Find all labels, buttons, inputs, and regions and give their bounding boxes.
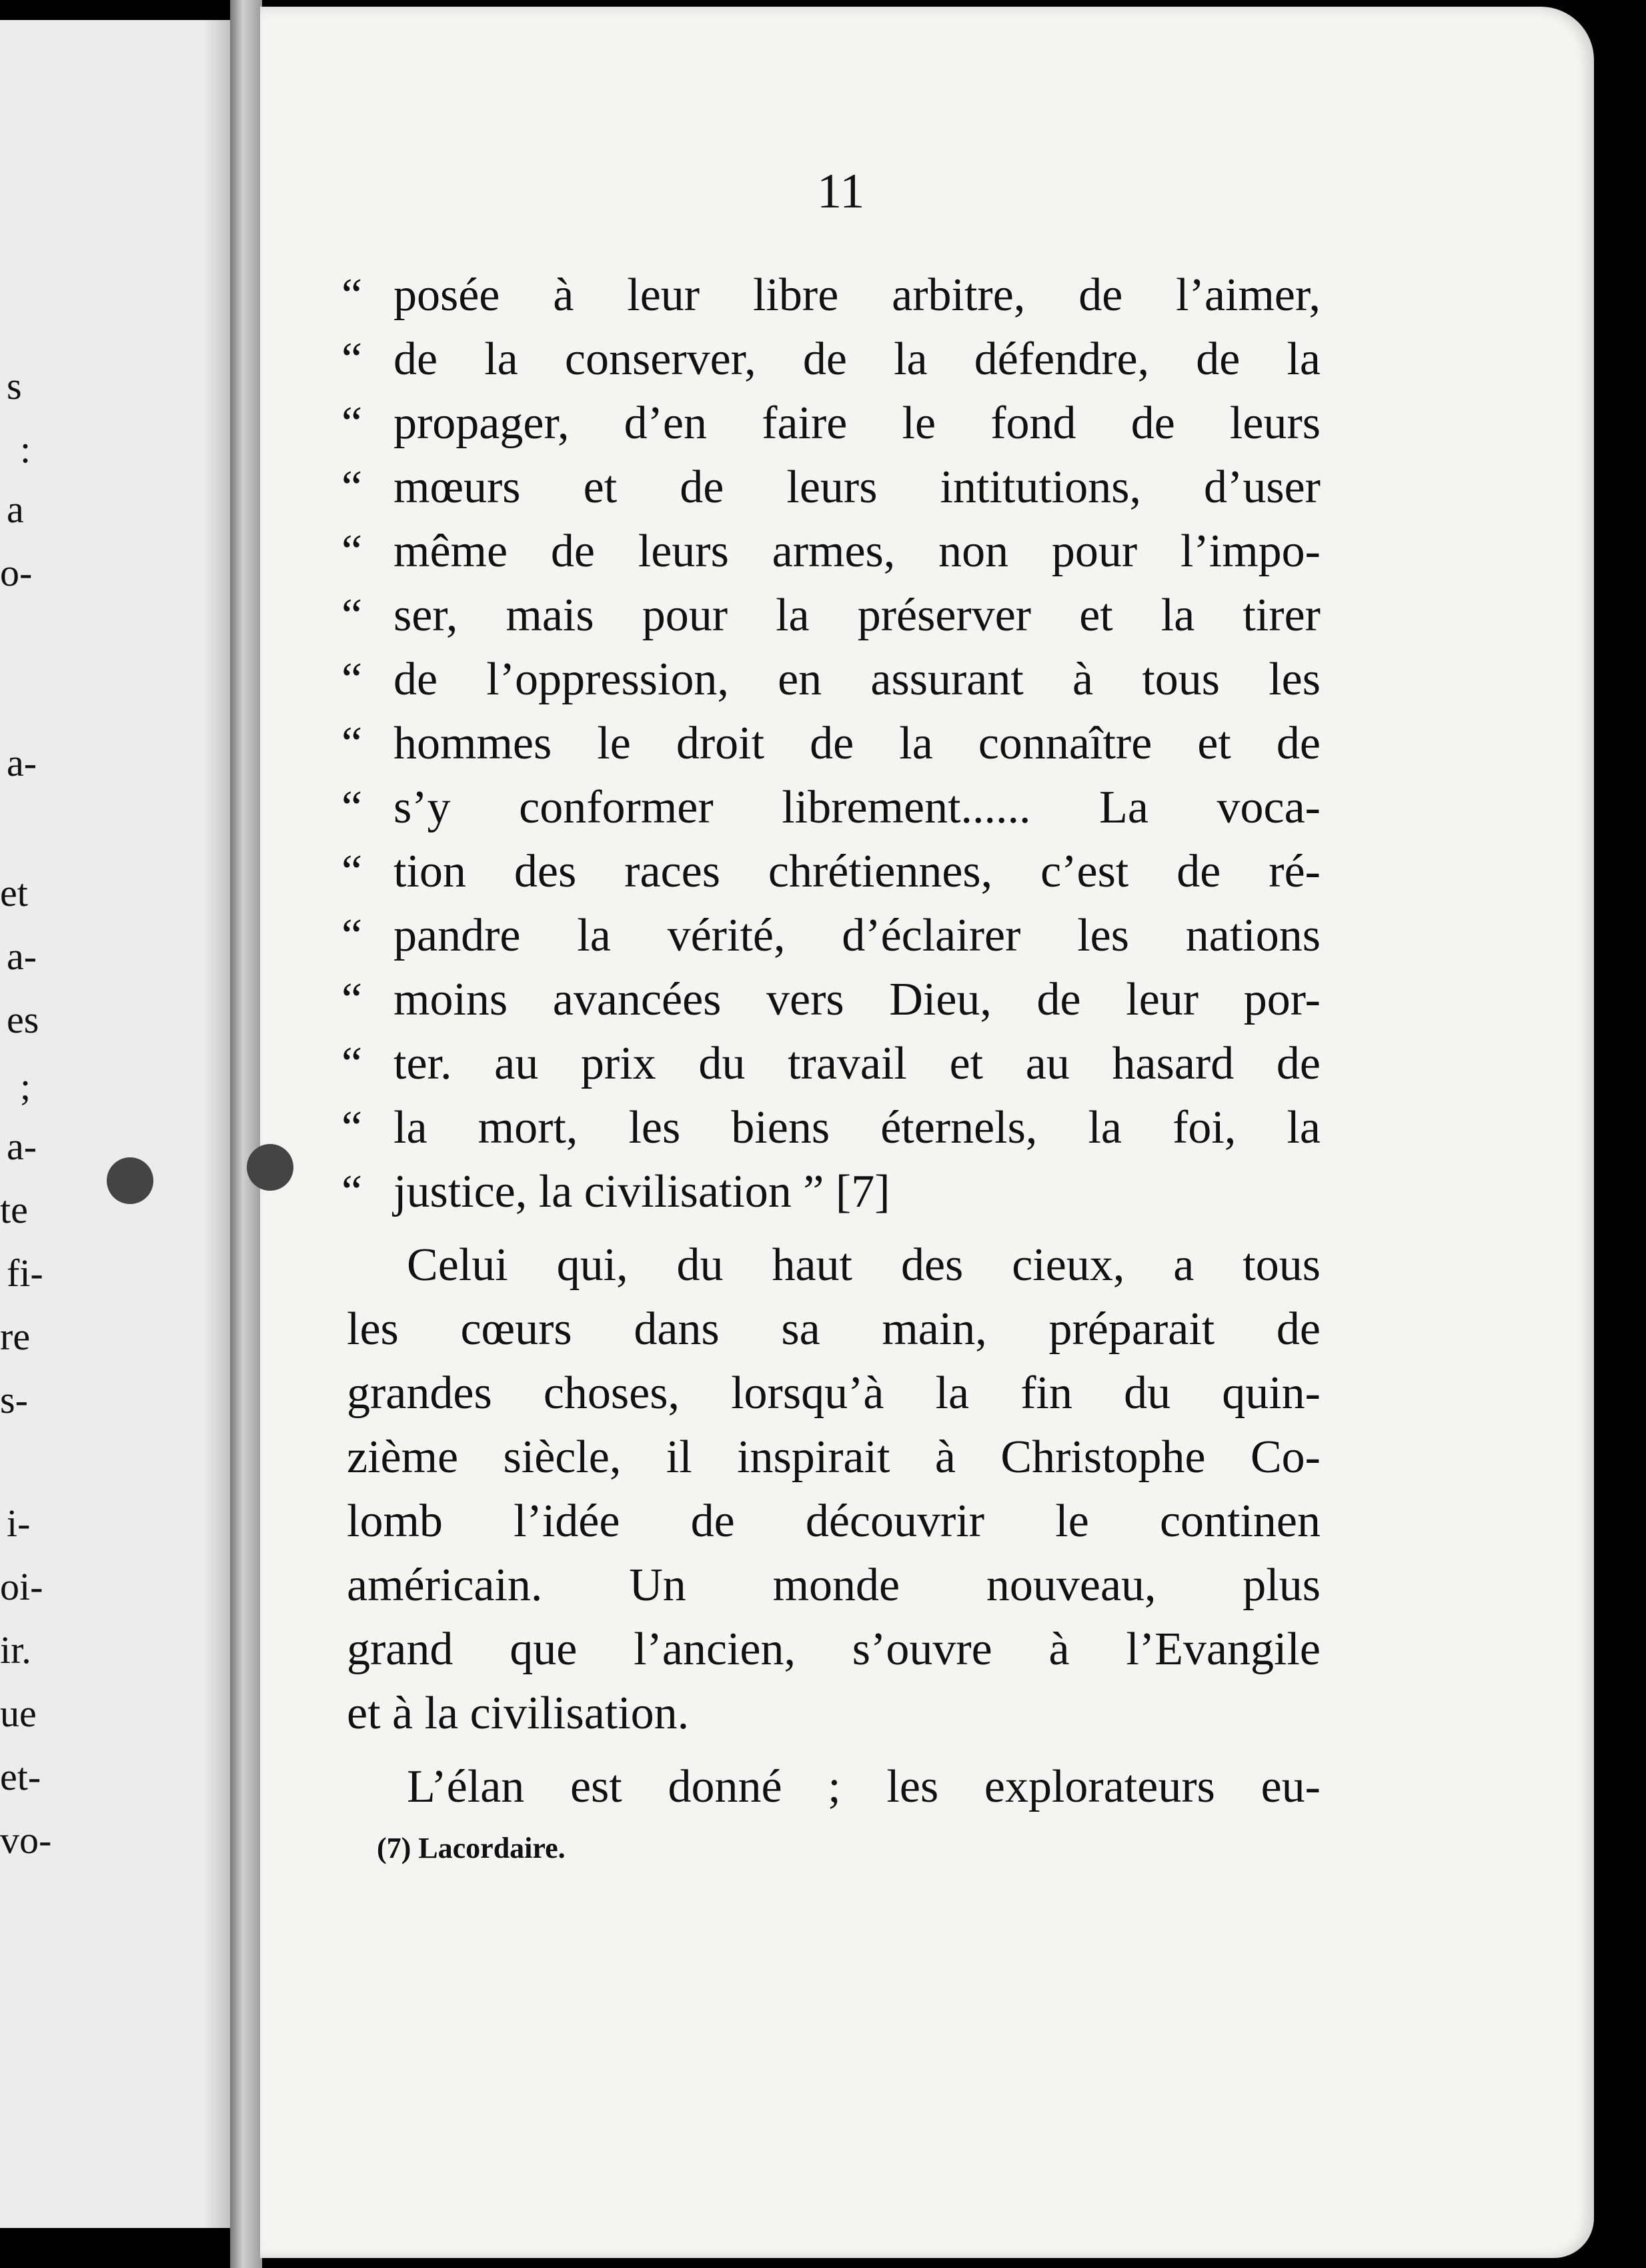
paragraph-line [347, 1618, 1321, 1682]
quote-text: ser, mais pour la préserver et la tirer [393, 590, 1321, 641]
ink-blot [107, 1157, 153, 1204]
quote-line [341, 648, 1321, 712]
quote-text: la mort, les biens éternels, la foi, la [393, 1102, 1321, 1153]
margin-fragment: a [7, 488, 24, 531]
margin-fragment: ; [20, 1065, 31, 1108]
quote-line [341, 904, 1321, 968]
margin-fragment: : [20, 428, 31, 471]
paragraph-text: grandes choses, lorsqu’à la fin du quin- [347, 1367, 1321, 1419]
quote-text: ter. au prix du travail et au hasard de [393, 1038, 1321, 1089]
margin-fragment: vo- [0, 1818, 52, 1862]
quote-line [341, 520, 1321, 584]
paragraph-text: les cœurs dans sa main, préparait de [347, 1303, 1321, 1355]
page-number: 11 [817, 164, 865, 219]
quote-mark: “ [341, 910, 363, 961]
paragraph-text: Celui qui, du haut des cieux, a tous [407, 1239, 1321, 1291]
paragraph [347, 1233, 1321, 1746]
quote-line [341, 1032, 1321, 1096]
quote-mark: “ [341, 846, 363, 897]
quote-line [341, 263, 1321, 328]
quote-text: de la conserver, de la défendre, de la [393, 334, 1321, 385]
paragraph-line [347, 1233, 1321, 1297]
quote-mark: “ [341, 334, 363, 385]
quote-text: posée à leur libre arbitre, de l’aimer, [393, 269, 1321, 321]
margin-fragment: et [0, 871, 28, 915]
margin-fragment: re [0, 1315, 31, 1358]
margin-fragment: a- [7, 741, 37, 784]
quote-line [341, 968, 1321, 1032]
paragraph-text: grand que l’ancien, s’ouvre à l’Evangile [347, 1624, 1321, 1675]
footnote: (7) Lacordaire. [377, 1832, 566, 1864]
quote-mark: “ [341, 718, 363, 769]
quote-text: mœurs et de leurs intitutions, d’user [393, 462, 1321, 513]
quote-text: hommes le droit de la connaître et de [393, 718, 1321, 769]
quote-text: moins avancées vers Dieu, de leur por- [393, 974, 1321, 1025]
margin-fragment: te [0, 1188, 28, 1231]
quote-mark: “ [341, 462, 363, 513]
quote-line [341, 712, 1321, 776]
quote-mark: “ [341, 654, 363, 705]
paragraph-text: zième siècle, il inspirait à Christophe Co- [347, 1432, 1321, 1483]
quote-line [341, 328, 1321, 392]
quote-mark: “ [341, 269, 363, 321]
margin-fragment: fi- [7, 1251, 43, 1295]
paragraph [347, 1755, 1321, 1819]
quote-line [341, 584, 1321, 648]
paragraph-line [347, 1682, 1321, 1746]
quote-text: pandre la vérité, d’éclairer les nations [393, 910, 1321, 961]
quote-text: même de leurs armes, non pour l’impo- [393, 526, 1321, 577]
quote-mark: “ [341, 974, 363, 1025]
quote-mark: “ [341, 590, 363, 641]
margin-fragment: es [7, 998, 39, 1041]
paragraph-line [347, 1297, 1321, 1361]
page-body [341, 263, 1321, 1819]
quote-mark: “ [341, 1102, 363, 1153]
quote-text: s’y conformer librement...... La voca- [393, 782, 1321, 833]
paragraph-line [347, 1490, 1321, 1554]
margin-fragment: o- [0, 551, 33, 594]
quote-mark: “ [341, 782, 363, 833]
book-gutter [230, 0, 262, 2268]
quote-line [341, 392, 1321, 456]
margin-fragment: ir. [0, 1628, 31, 1672]
quotation-block [341, 263, 1321, 1224]
paragraph-text: et à la civilisation. [347, 1688, 690, 1739]
paragraph-text: américain. Un monde nouveau, plus [347, 1560, 1321, 1611]
quote-text: propager, d’en faire le fond de leurs [393, 398, 1321, 449]
quote-mark: “ [341, 526, 363, 577]
ink-blot [247, 1144, 293, 1191]
facing-page-edge [0, 20, 234, 2228]
margin-fragment: oi- [0, 1565, 43, 1608]
paragraph-line [347, 1554, 1321, 1618]
margin-fragment: i- [7, 1502, 31, 1545]
paragraph-line [347, 1755, 1321, 1819]
paragraph-line [347, 1426, 1321, 1490]
quote-text: de l’oppression, en assurant à tous les [393, 654, 1321, 705]
quote-line [341, 840, 1321, 904]
margin-fragment: s- [0, 1378, 28, 1422]
quote-text: tion des races chrétiennes, c’est de ré- [393, 846, 1321, 897]
margin-fragment: ue [0, 1692, 37, 1735]
margin-fragment: a- [7, 935, 37, 978]
margin-fragment: s [7, 364, 22, 408]
quote-line [341, 456, 1321, 520]
margin-fragment: et- [0, 1755, 41, 1798]
paragraph-text: lomb l’idée de découvrir le continen [347, 1496, 1321, 1547]
quote-mark: “ [341, 1038, 363, 1089]
margin-fragment: a- [7, 1125, 37, 1168]
paragraph-line [347, 1361, 1321, 1426]
quote-mark: “ [341, 398, 363, 449]
quote-mark: “ [341, 1166, 363, 1217]
quote-line [341, 776, 1321, 840]
quote-text: justice, la civilisation ” [7] [393, 1166, 890, 1217]
quote-line [341, 1096, 1321, 1160]
quote-line [341, 1160, 1321, 1224]
paragraph-text: L’élan est donné ; les explorateurs eu- [407, 1761, 1321, 1812]
